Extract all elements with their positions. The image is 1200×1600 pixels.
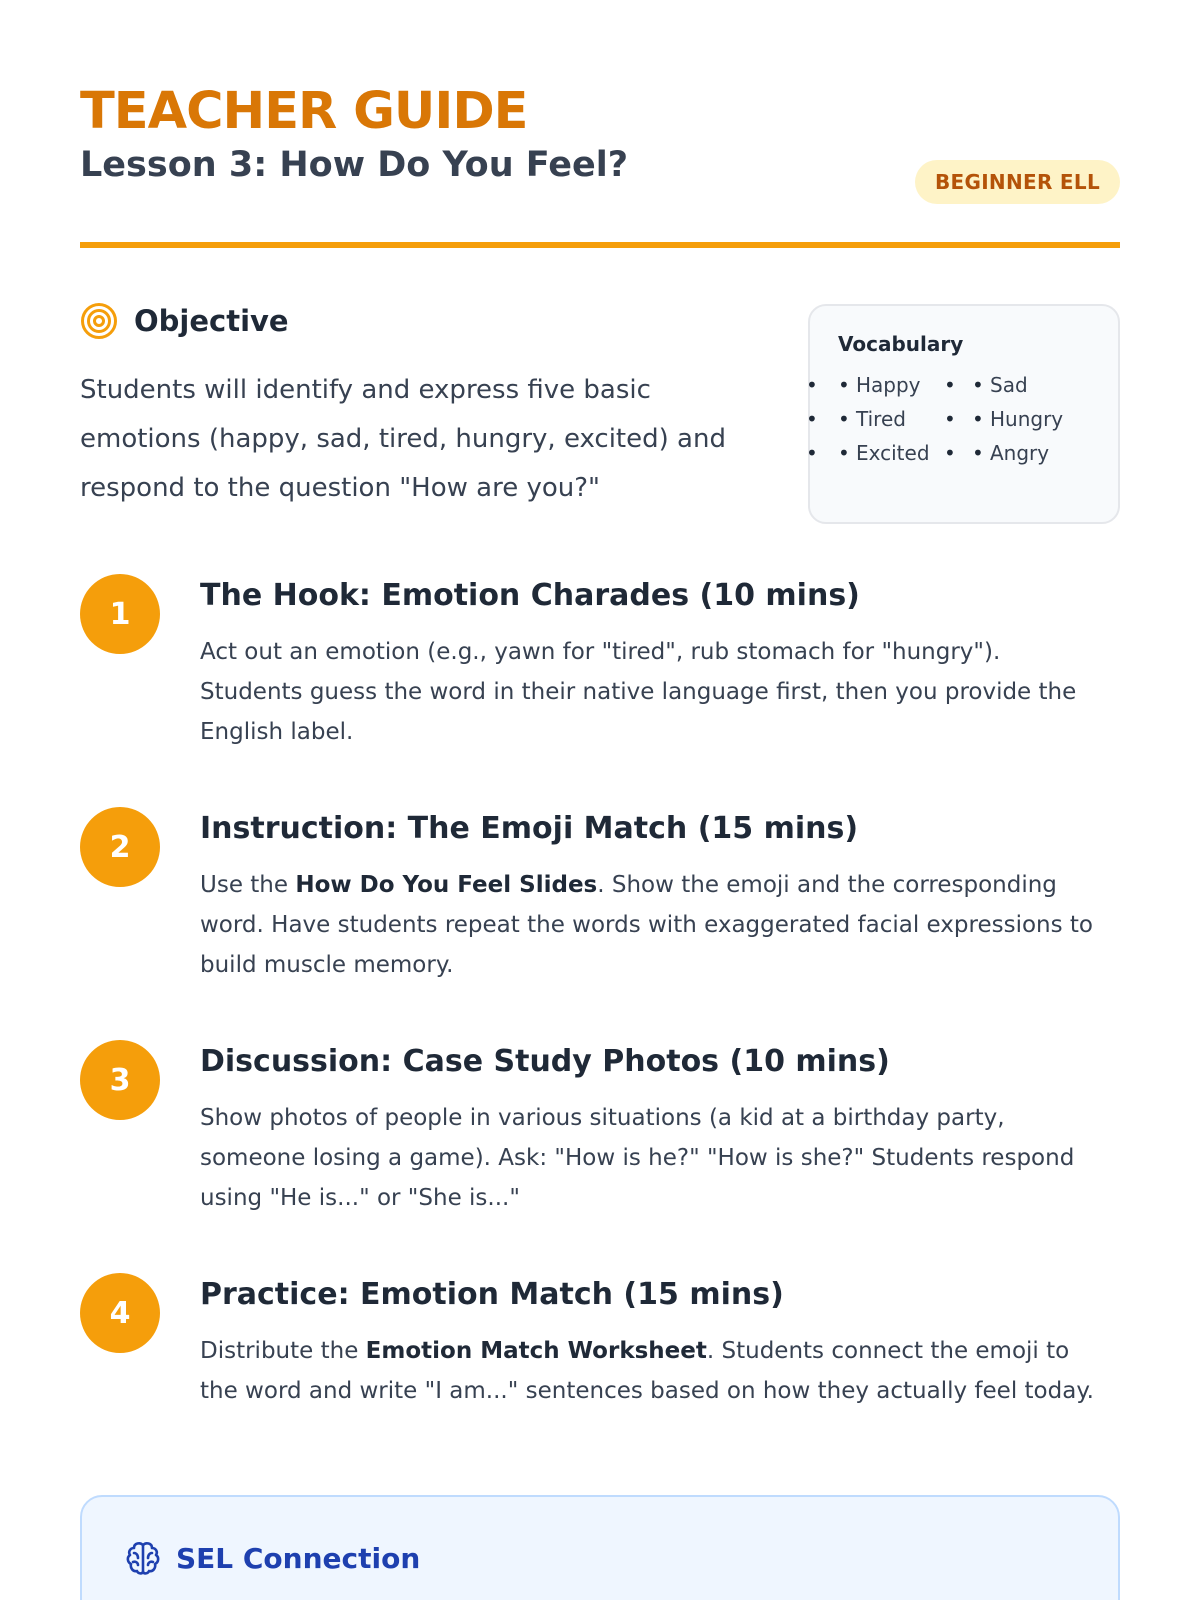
step-title: The Hook: Emotion Charades (10 mins): [200, 578, 860, 613]
lesson-step: [80, 1247, 1120, 1480]
step-resource-name: Emotion Match Worksheet: [365, 1338, 707, 1364]
step-title: Discussion: Case Study Photos (10 mins): [200, 1044, 890, 1079]
objective-section: [80, 248, 1120, 548]
vocabulary-item: • Angry •: [972, 440, 1102, 466]
brain-icon: [124, 1539, 162, 1577]
target-icon: [80, 302, 118, 340]
objective-block: [80, 298, 760, 513]
step-description: [200, 632, 1110, 752]
step-text-segment: . Students connect the emoji to the word and write "I am..." sentences based on how they actually feel today.: [200, 1338, 1094, 1404]
objective-heading: [80, 298, 760, 344]
vocabulary-item: • Sad •: [972, 372, 1102, 398]
step-description: [200, 1098, 1110, 1218]
vocabulary-list: [838, 372, 1118, 466]
lesson-step: [80, 781, 1120, 1014]
step-number-badge: 4: [80, 1273, 160, 1353]
sel-heading: [124, 1539, 1118, 1577]
vocabulary-item: • Happy •: [838, 372, 972, 398]
step-text-segment: Show photos of people in various situations (a kid at a birthday party, someone losing a game). Ask: "How is he?" "How is she?" Students respond using "He is..." or "She is...": [200, 1105, 1075, 1211]
vocabulary-item: • Excited •: [838, 440, 972, 466]
lesson-step: [80, 1014, 1120, 1247]
lesson-steps: [80, 548, 1120, 1480]
sel-connection-card: [80, 1495, 1120, 1600]
document-title: TEACHER GUIDE: [80, 82, 528, 141]
guide-header: [80, 0, 1120, 248]
step-text-segment: Distribute the: [200, 1338, 366, 1364]
step-number-badge: 1: [80, 574, 160, 654]
step-title: Practice: Emotion Match (15 mins): [200, 1277, 784, 1312]
step-text-segment: Act out an emotion (e.g., yawn for "tired", rub stomach for "hungry"). Students guess the word in their native language first, then you provide the English label.: [200, 639, 1077, 745]
step-title: Instruction: The Emoji Match (15 mins): [200, 811, 859, 846]
vocabulary-title: Vocabulary: [838, 332, 964, 356]
objective-title: Objective: [134, 304, 289, 338]
step-description: [200, 865, 1110, 985]
level-badge: BEGINNER ELL: [915, 160, 1120, 204]
step-description: [200, 1331, 1110, 1411]
vocabulary-item: • Tired •: [838, 406, 972, 432]
lesson-step: [80, 548, 1120, 781]
step-number-badge: 3: [80, 1040, 160, 1120]
vocabulary-card: [808, 304, 1120, 524]
vocabulary-item: • Hungry •: [972, 406, 1102, 432]
step-text-segment: . Show the emoji and the corresponding word. Have students repeat the words with exaggerated facial expressions to build muscle memory.: [200, 872, 1094, 978]
step-resource-name: How Do You Feel Slides: [295, 872, 598, 898]
sel-title: SEL Connection: [176, 1541, 421, 1575]
step-number-badge: 2: [80, 807, 160, 887]
lesson-subtitle: Lesson 3: How Do You Feel?: [80, 145, 629, 185]
step-text-segment: Use the: [200, 872, 296, 898]
objective-text: Students will identify and express five basic emotions (happy, sad, tired, hungry, excited) and respond to the question "How are you?": [80, 375, 726, 503]
